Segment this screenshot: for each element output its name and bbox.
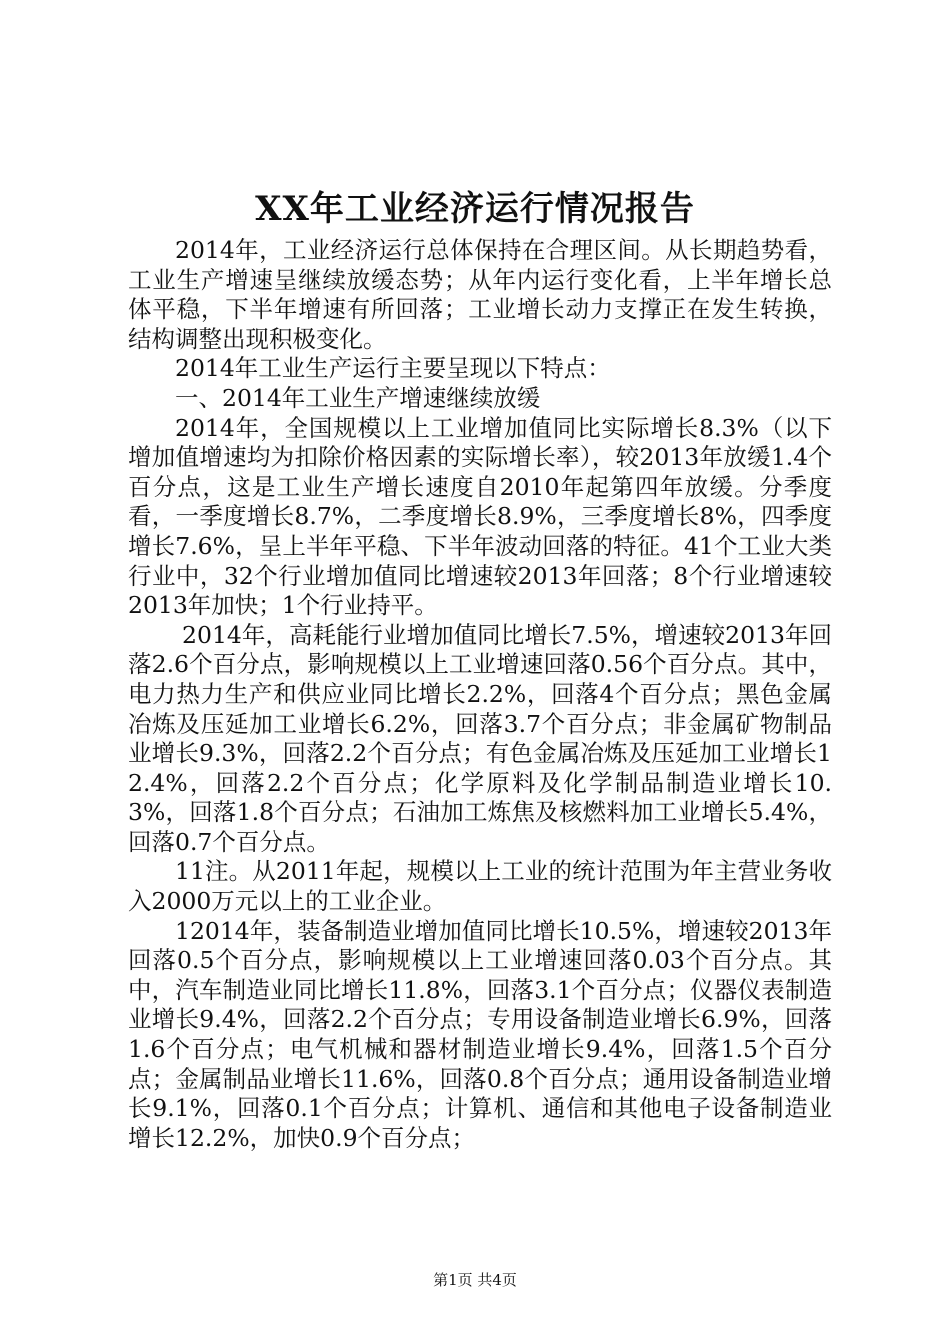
paragraph-growth: 2014年，全国规模以上工业增加值同比实际增长8.3%（以下增加值增速均为扣除价格因素的实际增长率），较2013年放缓1.4个百分点，这是工业生产增长速度自2010年起第四年放缓。分季度看，一季度增长8.7%，二季度增长8.9%，三季度增长8%，四季度增长7.6%，呈上半年平稳、下半年波动回落的特征。41个工业大类行业中，32个行业增加值同比增速较2013年回落；8个行业增速较2013年加快；1个行业持平。 [128,413,832,620]
paragraph-features-lead: 2014年工业生产运行主要呈现以下特点： [175,354,611,383]
document-body [128,236,832,1153]
section-heading-1: 一、2014年工业生产增速继续放缓 [175,383,541,412]
paragraph-energy-intensive: 2014年，高耗能行业增加值同比增长7.5%，增速较2013年回落2.6个百分点，影响规模以上工业增速回落0.56个百分点。其中，电力热力生产和供应业同比增长2.2%，回落4个百分点；黑色金属冶炼及压延加工业增长6.2%，回落3.7个百分点；非金属矿物制品业增长9.3%，回落2.2个百分点；有色金属冶炼及压延加工业增长12.4%，回落2.2个百分点；化学原料及化学制品制造业增长10.3%，回落1.8个百分点；石油加工炼焦及核燃料加工业增长5.4%，回落0.7个百分点。 [128,620,832,856]
paragraph-equipment: 12014年，装备制造业增加值同比增长10.5%，增速较2013年回落0.5个百分点，影响规模以上工业增速回落0.03个百分点。其中，汽车制造业同比增长11.8%，回落3.1个百分点；仪器仪表制造业增长9.4%，回落2.2个百分点；专用设备制造业增长6.9%，回落1.6个百分点；电气机械和器材制造业增长9.4%，回落1.5个百分点；金属制品业增长11.6%，回落0.8个百分点；通用设备制造业增长9.1%，回落0.1个百分点；计算机、通信和其他电子设备制造业增长12.2%，加快0.9个百分点； [128,916,832,1152]
page-footer: 第1页 共4页 [433,1271,517,1289]
document-title: XX年工业经济运行情况报告 [255,189,695,229]
paragraph-intro: 2014年，工业经济运行总体保持在合理区间。从长期趋势看，工业生产增速呈继续放缓态势；从年内运行变化看，上半年增长总体平稳，下半年增速有所回落；工业增长动力支撑正在发生转换，结构调整出现积极变化。 [128,236,832,353]
paragraph-note: 11注。从2011年起，规模以上工业的统计范围为年主营业务收入2000万元以上的工业企业。 [128,857,832,916]
